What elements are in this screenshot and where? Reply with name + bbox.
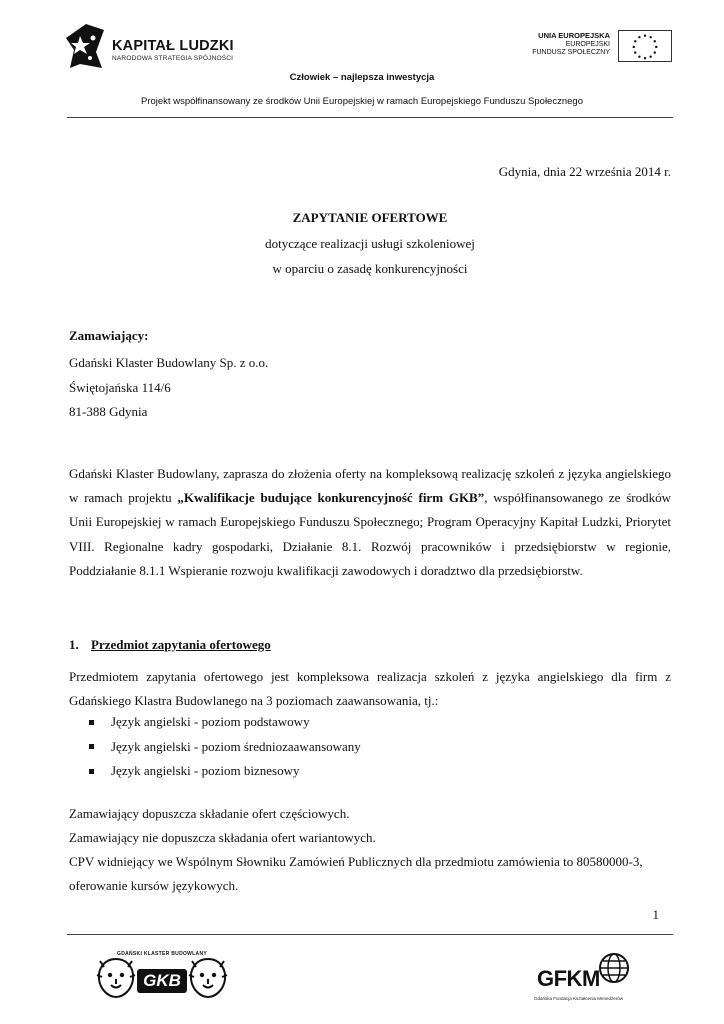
kapital-ludzki-emblem-icon bbox=[66, 24, 104, 68]
kapital-ludzki-subtitle: NARODOWA STRATEGIA SPÓJNOŚCI bbox=[112, 55, 234, 62]
eu-logo-text bbox=[532, 32, 610, 58]
bullet-square-icon bbox=[89, 720, 94, 725]
lion-head-icon bbox=[188, 957, 228, 999]
intro-text-part1: Gdański Klaster Budowlany, zaprasza do złożenia oferty na kompleksową realizację szkoleń z języka angielskiego w ramach projektu bbox=[69, 466, 671, 506]
orderer-city: 81-388 Gdynia bbox=[69, 404, 148, 419]
gfkm-subtitle: Gdańska Fundacja Kształcenia Menedżerów bbox=[534, 996, 624, 1001]
globe-icon bbox=[598, 952, 630, 984]
header-motto: Człowiek – najlepsza inwestycja bbox=[289, 72, 435, 83]
eu-logo-line1: UNIA EUROPEJSKA bbox=[538, 31, 610, 40]
levels-list bbox=[89, 710, 361, 784]
project-name: „Kwalifikacje budujące konkurencyjność firm GKB” bbox=[177, 490, 485, 506]
header-cofinancing-note: Projekt współfinansowany ze środków Unii Europejskiej w ramach Europejskiego Funduszu Społecznego bbox=[141, 96, 583, 107]
section-1-heading bbox=[69, 637, 271, 653]
kapital-ludzki-title: KAPITAŁ LUDZKI bbox=[112, 38, 234, 54]
orderer-street: Świętojańska 114/6 bbox=[69, 380, 171, 395]
document-subtitle-line1: dotyczące realizacji usługi szkoleniowej bbox=[265, 236, 475, 251]
gfkm-wordmark: GFKM bbox=[537, 966, 600, 991]
date-line: Gdynia, dnia 22 września 2014 r. bbox=[498, 164, 671, 179]
bullet-square-icon bbox=[89, 744, 94, 749]
footer-divider bbox=[67, 934, 673, 935]
page-number: 1 bbox=[652, 907, 659, 922]
gkb-logo bbox=[94, 951, 230, 1001]
intro-paragraph bbox=[69, 462, 671, 583]
note-partial-offers: Zamawiający dopuszcza składanie ofert częściowych. bbox=[69, 806, 350, 821]
section-1-text: Przedmiotem zapytania ofertowego jest kompleksowa realizacja szkoleń z języka angielskiego dla firm z Gdańskiego Klastra Budowlanego na 3 poziomach zaawansowania, tj.: bbox=[69, 669, 671, 709]
section-1-number: 1. bbox=[69, 637, 79, 652]
gkb-caption: GDAŃSKI KLASTER BUDOWLANY bbox=[117, 951, 207, 957]
document-title: ZAPYTANIE OFERTOWE bbox=[292, 210, 448, 225]
gkb-wordmark: GKB bbox=[137, 969, 187, 993]
list-item bbox=[89, 710, 361, 735]
eu-flag-icon bbox=[618, 30, 672, 62]
cpv-line-1: CPV widniejący we Wspólnym Słowniku Zamówień Publicznych dla przedmiotu zamówienia to 80580000-3, bbox=[69, 854, 643, 869]
level-label: Język angielski - poziom podstawowy bbox=[111, 714, 310, 729]
lion-head-icon bbox=[96, 957, 136, 999]
header-divider bbox=[67, 117, 673, 118]
gfkm-logo bbox=[534, 952, 634, 1002]
eu-logo-line3: FUNDUSZ SPOŁECZNY bbox=[532, 49, 610, 56]
intro-text-part2: , współfinansowanego ze środków Unii Europejskiej w ramach Europejskiego Funduszu Społecznego; Program Operacyjny Kapitał Ludzki, Priorytet VIII. Regionalne kadry gospodarki, Działanie 8.1. Rozwój pracowników i przedsiębiorstw w regionie, Poddziałanie 8.1.1 Wspieranie rozwoju kwalifikacji zawodowych i doradztwo dla przedsiębiorstw. bbox=[69, 490, 671, 578]
list-item bbox=[89, 735, 361, 760]
note-variant-offers: Zamawiający nie dopuszcza składania ofert wariantowych. bbox=[69, 830, 376, 845]
orderer-name: Gdański Klaster Budowlany Sp. z o.o. bbox=[69, 355, 269, 370]
bullet-square-icon bbox=[89, 769, 94, 774]
orderer-label: Zamawiający: bbox=[69, 328, 149, 343]
level-label: Język angielski - poziom biznesowy bbox=[111, 763, 300, 778]
cpv-line-2: oferowanie kursów językowych. bbox=[69, 878, 239, 893]
section-1-title: Przedmiot zapytania ofertowego bbox=[91, 637, 271, 652]
eu-logo-line2: EUROPEJSKI bbox=[565, 40, 610, 48]
kapital-ludzki-logo bbox=[66, 24, 236, 68]
level-label: Język angielski - poziom średniozaawansowany bbox=[111, 738, 361, 754]
list-item bbox=[89, 759, 361, 784]
document-subtitle-line2: w oparciu o zasadę konkurencyjności bbox=[272, 261, 468, 276]
